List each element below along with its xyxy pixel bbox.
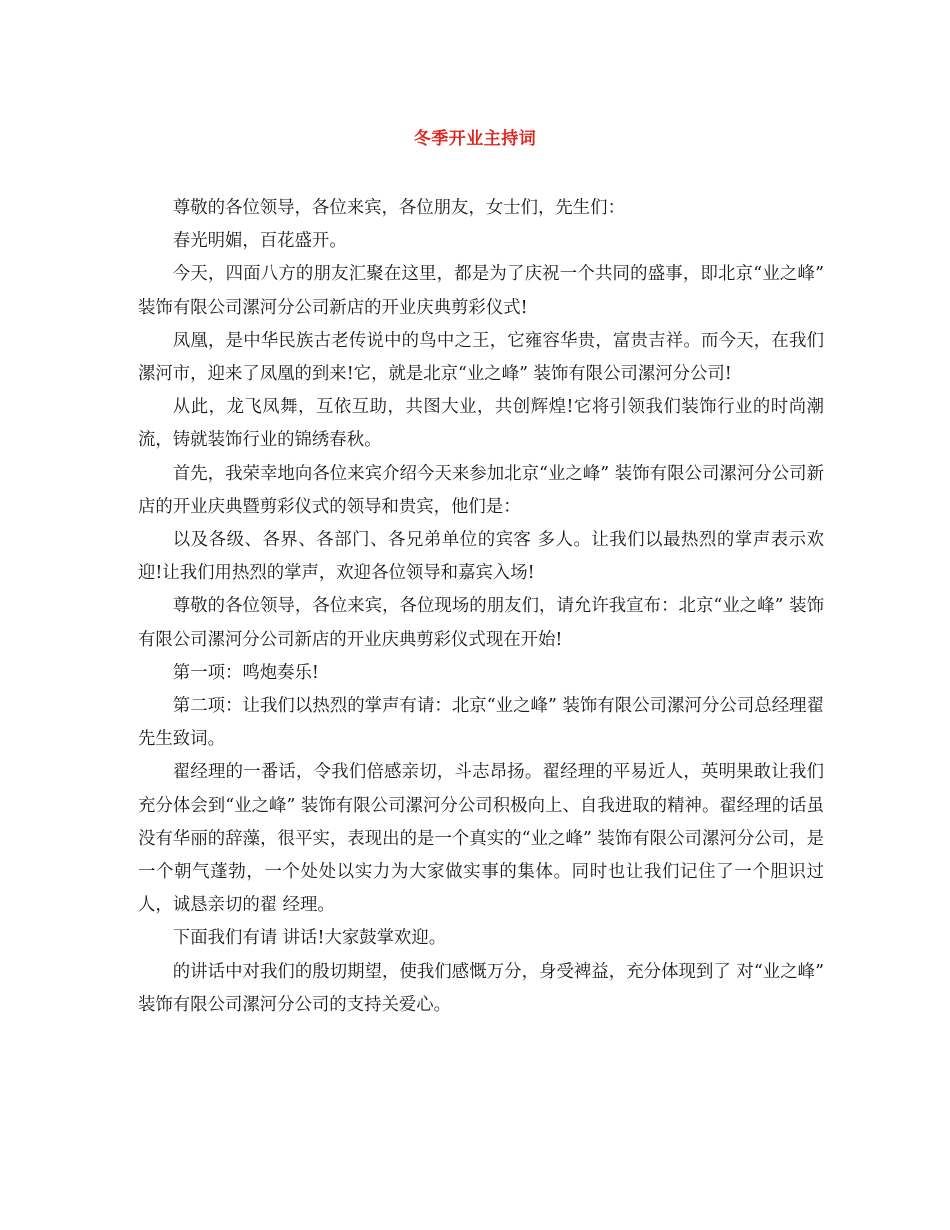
paragraph-introduction: 首先，我荣幸地向各位来宾介绍今天来参加北京“业之峰” 装饰有限公司漯河分公司新店的开业庆典暨剪彩仪式的领导和贵宾，他们是： xyxy=(138,463,824,517)
paragraph-spring: 春光明媚，百花盛开。 xyxy=(172,231,347,252)
paragraph-announcement: 尊敬的各位领导，各位来宾，各位现场的朋友们，请允许我宣布：北京“业之峰” 装饰有限公司漯河分公司新店的开业庆典剪彩仪式现在开始! xyxy=(138,596,824,650)
paragraph-phoenix: 凤凰，是中华民族古老传说中的鸟中之王，它雍容华贵，富贵吉祥。而今天，在我们漯河市，迎来了凤凰的到来!它，就是北京“业之峰” 装饰有限公司漯河分公司! xyxy=(138,330,824,385)
paragraph-welcome-guests: 以及各级、各界、各部门、各兄弟单位的宾客 多人。让我们以最热烈的掌声表示欢迎!让我们用热烈的掌声，欢迎各位领导和嘉宾入场! xyxy=(138,530,824,584)
paragraph-greeting: 尊敬的各位领导，各位来宾，各位朋友，女士们，先生们： xyxy=(172,198,625,218)
document-title: 冬季开业主持词 xyxy=(413,129,537,149)
paragraph-today: 今天，四面八方的朋友汇聚在这里，都是为了庆祝一个共同的盛事，即北京“业之峰” 装饰有限公司漯河分公司新店的开业庆典剪彩仪式! xyxy=(138,264,824,318)
document-body xyxy=(138,192,824,1022)
paragraph-dragon: 从此，龙飞凤舞，互依互助，共图大业，共创辉煌!它将引领我们装饰行业的时尚潮流，铸就装饰行业的锦绣春秋。 xyxy=(138,397,824,451)
paragraph-item-one: 第一项：鸣炮奏乐! xyxy=(172,662,319,683)
paragraph-closing: 的讲话中对我们的殷切期望，使我们感慨万分，身受裨益，充分体现到了 对“业之峰” 装饰有限公司漯河分公司的支持关爱心。 xyxy=(138,961,824,1015)
paragraph-manager-speech: 翟经理的一番话，令我们倍感亲切，斗志昂扬。翟经理的平易近人，英明果敢让我们充分体会到“业之峰” 装饰有限公司漯河分公司积极向上、自我进取的精神。翟经理的话虽没有华丽的辞藻，很平实，表现出的是一个真实的“业之峰” 装饰有限公司漯河分公司，是一个朝气蓬勃，一个处处以实力为大家做实事的集体。同时也让我们记住了一个胆识过人，诚恳亲切的翟 经理。 xyxy=(138,762,824,916)
paragraph-item-two: 第二项：让我们以热烈的掌声有请：北京“业之峰” 装饰有限公司漯河分公司总经理翟 先生致词。 xyxy=(138,696,824,750)
paragraph-next-speaker: 下面我们有请 讲话!大家鼓掌欢迎。 xyxy=(172,928,447,949)
